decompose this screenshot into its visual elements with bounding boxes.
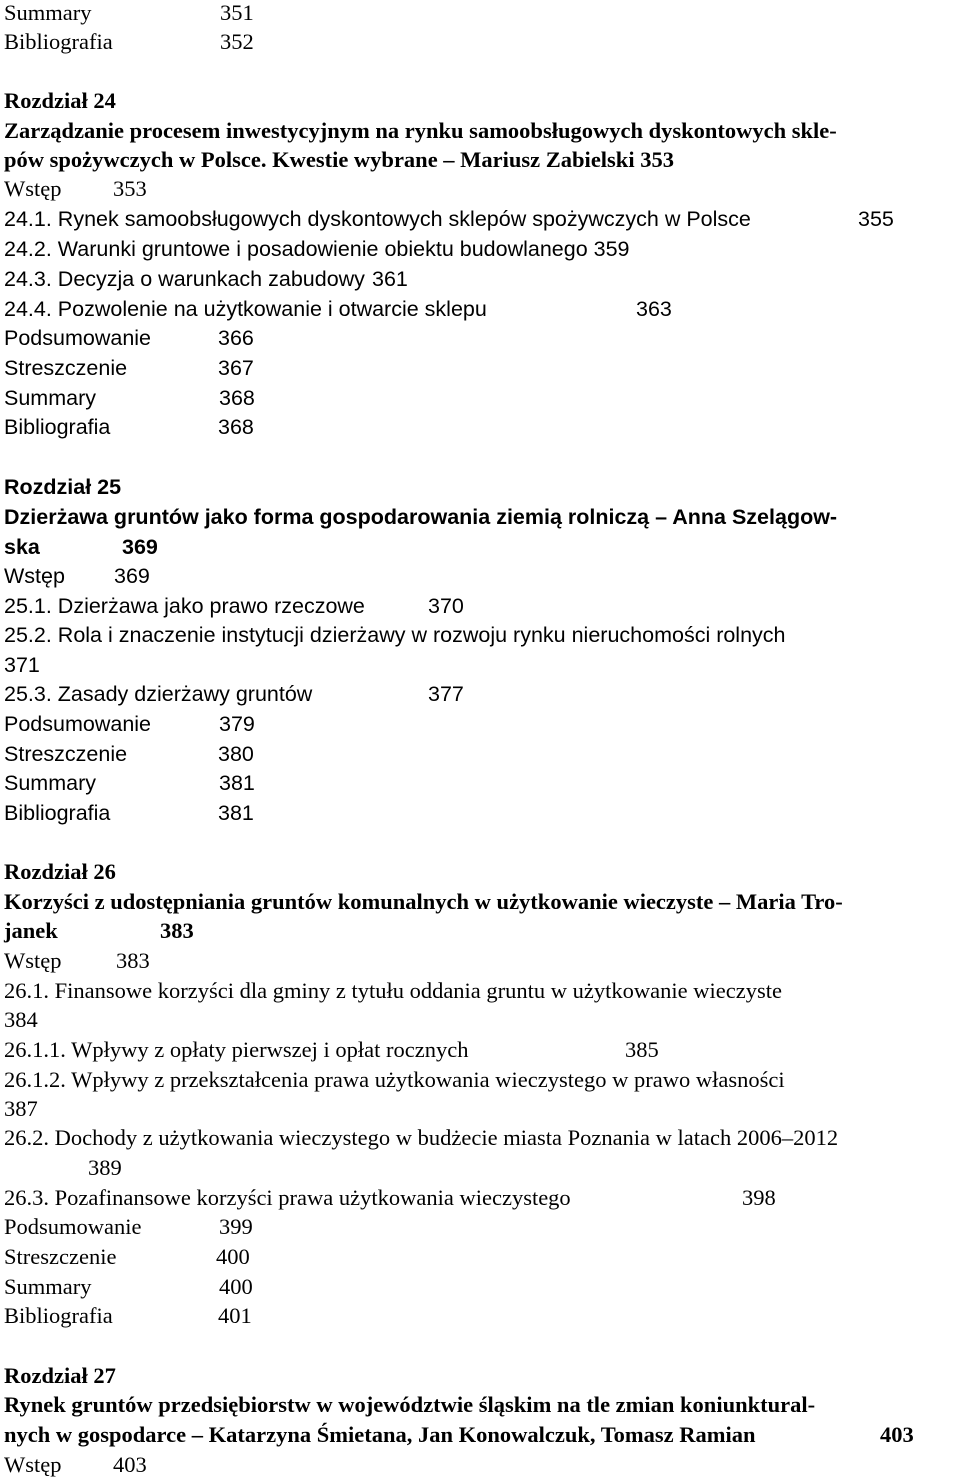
toc-entry-title: Bibliografia (4, 1303, 113, 1328)
toc-page-number: 385 (625, 1037, 659, 1062)
toc-entry (4, 622, 786, 648)
toc-page-number: 403 (880, 1422, 914, 1447)
toc-page-number: 380 (218, 742, 254, 766)
toc-entry-title: Wstęp (4, 948, 62, 973)
toc-entry (4, 681, 464, 707)
toc-entry (4, 1096, 38, 1122)
toc-entry-title: pów spożywczych w Polsce. Kwestie wybrane – Mariusz Zabielski 353 (4, 147, 674, 172)
toc-entry-title: Summary (4, 386, 96, 410)
toc-page-number: 400 (216, 1244, 250, 1269)
toc-page-number: 369 (122, 535, 158, 559)
toc-entry (4, 741, 254, 767)
toc-entry-title: Podsumowanie (4, 1214, 142, 1239)
toc-entry (4, 1067, 785, 1093)
toc-heading (4, 1392, 815, 1418)
toc-heading (4, 88, 116, 114)
toc-entry-title: Korzyści z udostępniania gruntów komunalnych w użytkowanie wieczyste – Maria Tro- (4, 889, 843, 914)
toc-entry (4, 711, 255, 737)
toc-page-number: 368 (218, 415, 254, 439)
toc-page-number: 361 (372, 267, 408, 291)
toc-entry-title: 24.2. Warunki gruntowe i posadowienie obiektu budowlanego 359 (4, 237, 630, 261)
toc-entry-title: Streszczenie (4, 356, 128, 380)
toc-page-number: 370 (428, 594, 464, 618)
toc-entry-title: 371 (4, 653, 40, 677)
toc-page-number: 368 (219, 386, 255, 410)
toc-entry-title: 24.4. Pozwolenie na użytkowanie i otwarcie sklepu (4, 297, 487, 321)
toc-entry-title: janek (4, 918, 58, 943)
toc-entry-title: Rozdział 26 (4, 859, 116, 884)
toc-entry-title: Rozdział 27 (4, 1363, 116, 1388)
toc-entry (4, 1303, 252, 1329)
toc-entry (4, 296, 672, 322)
toc-page-number: 363 (636, 297, 672, 321)
toc-entry (4, 948, 150, 974)
toc-entry-title: Rozdział 25 (4, 475, 122, 499)
toc-entry-title: 26.1. Finansowe korzyści dla gminy z tytułu oddania gruntu w użytkowanie wieczyste (4, 978, 782, 1003)
toc-entry (4, 652, 40, 678)
toc-entry (4, 414, 254, 440)
toc-entry-title: Summary (4, 1274, 92, 1299)
toc-page-number: 381 (219, 771, 255, 795)
toc-page-number: 399 (219, 1214, 253, 1239)
toc-entry-title: 25.3. Zasady dzierżawy gruntów (4, 682, 313, 706)
toc-page-number: 379 (219, 712, 255, 736)
toc-entry-title: 387 (4, 1096, 38, 1121)
toc-page-number: 377 (428, 682, 464, 706)
toc-entry-title: Podsumowanie (4, 712, 152, 736)
toc-entry-title: 24.3. Decyzja o warunkach zabudowy (4, 267, 365, 291)
toc-entry-title: nych w gospodarce – Katarzyna Śmietana, Jan Konowalczuk, Tomasz Ramian (4, 1422, 756, 1447)
toc-page-number: 401 (218, 1303, 252, 1328)
toc-entry-title: Wstęp (4, 176, 62, 201)
toc-entry (4, 534, 158, 560)
toc-page-number: 366 (218, 326, 254, 350)
toc-entry-title: Streszczenie (4, 742, 128, 766)
toc-entry-title: Bibliografia (4, 29, 113, 54)
toc-entry-title: 26.3. Pozafinansowe korzyści prawa użytkowania wieczystego (4, 1185, 571, 1210)
toc-heading (4, 118, 837, 144)
toc-entry (4, 1007, 38, 1033)
toc-page-number: 367 (218, 356, 254, 380)
toc-page-number: 381 (218, 801, 254, 825)
toc-entry (4, 1422, 914, 1448)
toc-entry (4, 0, 254, 26)
toc-page-number: 398 (742, 1185, 776, 1210)
toc-heading (4, 474, 121, 500)
toc-entry-title: ska (4, 535, 40, 559)
toc-entry (4, 978, 782, 1004)
toc-page-number: 352 (220, 29, 254, 54)
toc-entry-title: Rozdział 24 (4, 88, 116, 113)
toc-entry (4, 800, 254, 826)
toc-entry-title: Dzierżawa gruntów jako forma gospodarowania ziemią rolniczą – Anna Szelągow- (4, 505, 838, 529)
toc-heading (4, 1363, 116, 1389)
toc-heading (4, 147, 674, 173)
toc-page-number: 403 (113, 1452, 147, 1477)
toc-page-number: 400 (219, 1274, 253, 1299)
toc-entry (4, 1452, 147, 1478)
toc-entry-title: 389 (88, 1155, 122, 1180)
toc-entry (4, 1037, 659, 1063)
toc-entry-title: Streszczenie (4, 1244, 117, 1269)
toc-heading (4, 504, 837, 530)
toc-page-number: 351 (220, 0, 254, 25)
toc-entry (4, 325, 254, 351)
toc-entry-title: 26.1.2. Wpływy z przekształcenia prawa użytkowania wieczystego w prawo własności (4, 1067, 785, 1092)
toc-entry (4, 1125, 838, 1151)
toc-entry (4, 770, 255, 796)
toc-entry-title: Wstęp (4, 1452, 62, 1477)
toc-entry (4, 385, 255, 411)
toc-entry-title: Zarządzanie procesem inwestycyjnym na rynku samoobsługowych dyskontowych skle- (4, 118, 837, 143)
toc-heading (4, 859, 116, 885)
toc-entry-title: 25.2. Rola i znaczenie instytucji dzierżawy w rozwoju rynku nieruchomości rolnych (4, 623, 786, 647)
toc-entry (4, 1274, 253, 1300)
toc-entry-title: 24.1. Rynek samoobsługowych dyskontowych sklepów spożywczych w Polsce (4, 207, 751, 231)
toc-entry-title: Wstęp (4, 564, 65, 588)
toc-page-number: 383 (160, 918, 194, 943)
toc-entry-title: Summary (4, 0, 92, 25)
toc-entry-title: Rynek gruntów przedsiębiorstw w województwie śląskim na tle zmian koniunktural- (4, 1392, 816, 1417)
toc-page-number: 369 (114, 564, 150, 588)
toc-entry-title: Bibliografia (4, 415, 111, 439)
toc-entry-title: 25.1. Dzierżawa jako prawo rzeczowe (4, 594, 365, 618)
toc-entry-title: 26.1.1. Wpływy z opłaty pierwszej i opłat rocznych (4, 1037, 469, 1062)
toc-entry (4, 918, 194, 944)
toc-entry (4, 176, 147, 202)
toc-entry (4, 266, 408, 292)
toc-entry-title: Summary (4, 771, 96, 795)
toc-entry (88, 1155, 122, 1181)
toc-entry (4, 236, 630, 262)
toc-entry (4, 355, 254, 381)
toc-entry (4, 1214, 253, 1240)
toc-entry (4, 563, 150, 589)
toc-page-number: 383 (116, 948, 150, 973)
toc-entry-title: Podsumowanie (4, 326, 152, 350)
toc-entry (4, 593, 464, 619)
toc-entry-title: 26.2. Dochody z użytkowania wieczystego w budżecie miasta Poznania w latach 2006–2012 (4, 1125, 839, 1150)
toc-entry (4, 1244, 250, 1270)
toc-page-number: 353 (113, 176, 147, 201)
toc-entry (4, 206, 894, 232)
toc-entry (4, 1185, 776, 1211)
toc-heading (4, 889, 843, 915)
toc-entry (4, 29, 254, 55)
toc-entry-title: Bibliografia (4, 801, 111, 825)
toc-page-number: 355 (858, 207, 894, 231)
toc-entry-title: 384 (4, 1007, 38, 1032)
